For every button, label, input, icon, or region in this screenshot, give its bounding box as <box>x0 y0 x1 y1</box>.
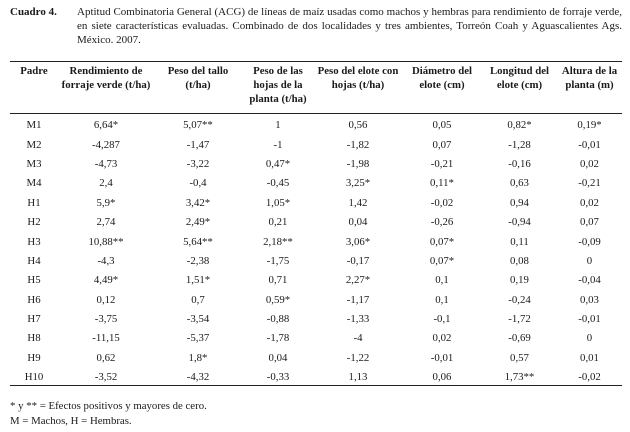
table-cell: 0,07* <box>429 254 455 267</box>
table-cell: 0,94 <box>510 196 529 209</box>
table-cell: 0,04 <box>348 216 368 229</box>
table-cell: -0,09 <box>578 235 601 248</box>
table-caption <box>10 5 622 47</box>
table-cell: 0,1 <box>435 293 449 306</box>
table-row <box>10 310 622 329</box>
table-cell: 3,06* <box>345 235 371 248</box>
table-cell: -3,75 <box>94 313 118 326</box>
table-cell: -1,47 <box>186 138 210 151</box>
header-row <box>10 64 622 116</box>
table-cell: -0,24 <box>508 293 531 306</box>
table-notes <box>10 399 622 429</box>
table-cell: 1,51* <box>185 274 211 287</box>
row-parent-label: H5 <box>27 274 41 287</box>
table-cell: 0,47* <box>265 157 291 170</box>
table-cell: -4,287 <box>92 138 120 151</box>
table-cell: -0,69 <box>508 332 531 345</box>
table-cell: 2,27* <box>345 274 371 287</box>
caption-text: Aptitud Combinatoria General (ACG) de líneas de maíz usadas como machos y hembras para rendimiento de forraje verde, en siete características evaluadas. Combinado de dos localidades y tres ambientes, Torreón Coah y Aguascalientes Ags. México. 2007. <box>77 6 622 46</box>
table-cell: -0,1 <box>433 313 451 326</box>
table-cell: 2,74 <box>96 216 116 229</box>
table-cell: 0,59* <box>265 293 291 306</box>
table-cell: 1,05* <box>265 196 291 209</box>
table-cell: -3,52 <box>94 371 118 384</box>
table-cell: 6,64* <box>93 119 119 132</box>
table-cell: -1,28 <box>508 138 531 151</box>
table-cell: -0,94 <box>508 216 531 229</box>
table-row <box>10 291 622 310</box>
table-cell: -1,72 <box>508 313 531 326</box>
table-cell: 0 <box>586 332 593 345</box>
table-cell: -0,33 <box>266 371 290 384</box>
table-cell: 0,62 <box>96 351 116 364</box>
table-cell: 0,19* <box>577 119 602 132</box>
table-cell: -1 <box>273 138 283 151</box>
table-cell: 0,07 <box>432 138 452 151</box>
table-cell: -0,21 <box>578 177 601 190</box>
table-cell: 0,02 <box>580 157 599 170</box>
table-cell: 0,1 <box>435 274 449 287</box>
table-cell: -0,16 <box>508 157 531 170</box>
table-cell: -0,04 <box>578 274 601 287</box>
table-cell: -1,75 <box>266 254 290 267</box>
table-cell: 1,73** <box>504 371 535 384</box>
table-cell: 0,21 <box>268 216 288 229</box>
table-cell: 0,7 <box>191 293 205 306</box>
table-cell: 3,42* <box>185 196 211 209</box>
table-body <box>10 116 622 387</box>
table-cell: -0,01 <box>430 351 454 364</box>
table-cell: 0,12 <box>96 293 116 306</box>
table-cell: 5,9* <box>96 196 116 209</box>
table-cell: 1,8* <box>188 351 208 364</box>
table-row <box>10 368 622 387</box>
note-abbreviations: M = Machos, H = Hembras. <box>10 415 132 427</box>
table-cell: 0,63 <box>510 177 529 190</box>
table-cell: -0,26 <box>430 216 454 229</box>
table-cell: 3,25* <box>345 177 371 190</box>
row-parent-label: M2 <box>26 138 42 151</box>
table-row <box>10 155 622 174</box>
table-row <box>10 213 622 232</box>
table-row <box>10 271 622 290</box>
table-cell: -3,54 <box>186 313 210 326</box>
row-parent-label: H4 <box>27 254 41 267</box>
header-rendimiento: Rendimiento de forraje verde (t/ha) <box>61 65 151 91</box>
table-cell: 5,64** <box>183 235 213 248</box>
table-row <box>10 329 622 348</box>
table-cell: 1,42 <box>348 196 368 209</box>
table-cell: -1,22 <box>346 351 370 364</box>
table-row <box>10 135 622 154</box>
table-cell: 0 <box>586 254 593 267</box>
table-cell: -4 <box>353 332 363 345</box>
table-cell: -0,02 <box>578 371 601 384</box>
table-cell: 1 <box>275 119 281 132</box>
note-significance: * y ** = Efectos positivos y mayores de cero. <box>10 400 207 412</box>
table-row <box>10 252 622 271</box>
table-cell: -0,45 <box>266 177 290 190</box>
table-cell: 0,07 <box>580 216 599 229</box>
table-cell: -1,78 <box>266 332 290 345</box>
table-cell: -0,17 <box>346 254 370 267</box>
acg-table <box>10 64 622 387</box>
table-cell: -4,73 <box>94 157 118 170</box>
table-cell: -11,15 <box>92 332 120 345</box>
table-cell: 0,56 <box>348 119 368 132</box>
table-cell: -5,37 <box>186 332 210 345</box>
table-cell: 0,04 <box>268 351 288 364</box>
row-parent-label: H2 <box>27 216 41 229</box>
table-cell: 0,71 <box>268 274 288 287</box>
row-parent-label: H6 <box>27 293 41 306</box>
table-cell: 0,07* <box>429 235 455 248</box>
table-cell: 5,07** <box>183 119 213 132</box>
table-cell: 10,88** <box>88 235 124 248</box>
table-cell: 2,49* <box>185 216 211 229</box>
table-cell: 0,19 <box>510 274 529 287</box>
row-parent-label: M3 <box>26 157 42 170</box>
table-cell: 0,57 <box>510 351 529 364</box>
table-cell: -0,01 <box>578 313 601 326</box>
table-row <box>10 349 622 368</box>
row-parent-label: M1 <box>26 119 42 132</box>
table-cell: 2,4 <box>99 177 113 190</box>
table-cell: -0,88 <box>266 313 290 326</box>
table-row <box>10 116 622 135</box>
row-parent-label: H8 <box>27 332 41 345</box>
table-cell: 0,08 <box>510 254 529 267</box>
header-longitud-elote: Longitud del elote (cm) <box>489 65 550 91</box>
table-cell: 1,13 <box>348 371 368 384</box>
table-cell: 0,82* <box>507 119 532 132</box>
row-parent-label: H9 <box>27 351 41 364</box>
header-diametro-elote: Diámetro del elote (cm) <box>411 65 473 91</box>
table-cell: 4,49* <box>93 274 119 287</box>
table-cell: -0,4 <box>189 177 207 190</box>
row-parent-label: H7 <box>27 313 41 326</box>
table-cell: 2,18** <box>263 235 293 248</box>
table-cell: 0,02 <box>432 332 452 345</box>
row-parent-label: M4 <box>26 177 42 190</box>
table-cell: -4,32 <box>186 371 210 384</box>
table-cell: 0,01 <box>580 351 599 364</box>
table-cell: -2,38 <box>186 254 210 267</box>
table-cell: -4,3 <box>97 254 115 267</box>
row-parent-label: H10 <box>24 371 44 384</box>
header-padre: Padre <box>20 65 48 77</box>
table-cell: -0,21 <box>430 157 454 170</box>
caption-label: Cuadro 4. <box>10 6 57 18</box>
table-top-rule <box>10 61 622 62</box>
table-cell: -3,22 <box>186 157 210 170</box>
table-cell: 0,06 <box>432 371 452 384</box>
table-cell: 0,03 <box>580 293 599 306</box>
row-parent-label: H1 <box>27 196 41 209</box>
table-cell: 0,11* <box>430 177 454 190</box>
table-cell: 0,02 <box>580 196 599 209</box>
header-peso-elote: Peso del elote con hojas (t/ha) <box>317 65 399 91</box>
table-cell: -1,17 <box>346 293 370 306</box>
table-row <box>10 194 622 213</box>
table-cell: -0,02 <box>430 196 454 209</box>
table-row <box>10 232 622 251</box>
table-cell: -0,01 <box>578 138 601 151</box>
header-peso-hojas: Peso de las hojas de la planta (t/ha) <box>249 65 307 105</box>
table-cell: 0,11 <box>510 235 529 248</box>
table-cell: 0,05 <box>432 119 452 132</box>
header-altura-planta: Altura de la planta (m) <box>561 65 618 91</box>
header-peso-tallo: Peso del tallo (t/ha) <box>167 65 229 91</box>
table-row <box>10 174 622 193</box>
table-cell: -1,33 <box>346 313 370 326</box>
row-parent-label: H3 <box>27 235 41 248</box>
table-cell: -1,98 <box>346 157 370 170</box>
table-cell: -1,82 <box>346 138 370 151</box>
